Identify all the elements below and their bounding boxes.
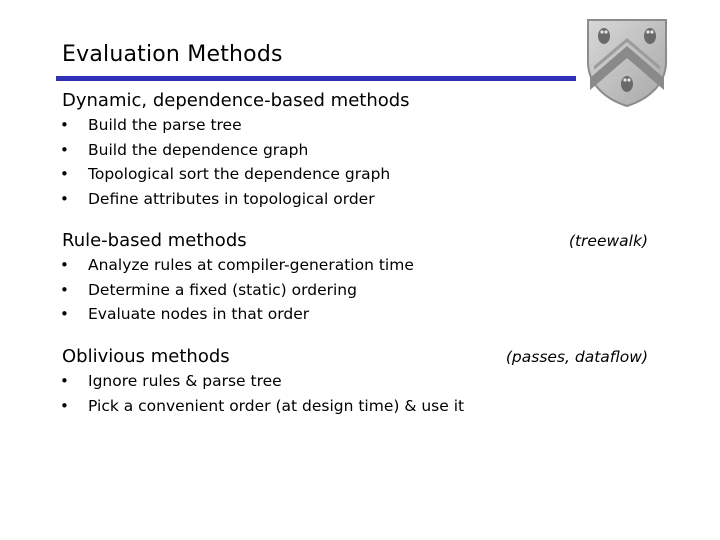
section-dynamic bbox=[62, 89, 410, 211]
bullet-icon: • bbox=[60, 165, 69, 183]
bullet-icon: • bbox=[60, 305, 69, 323]
bullet-icon: • bbox=[60, 256, 69, 274]
section-heading: Oblivious methods bbox=[62, 346, 230, 367]
list-item bbox=[62, 369, 464, 394]
shield-crest-icon bbox=[584, 16, 670, 108]
bullet-text: Topological sort the dependence graph bbox=[88, 165, 391, 183]
section-note-passes: (passes, dataflow) bbox=[505, 348, 648, 366]
bullet-icon: • bbox=[60, 372, 69, 390]
bullet-icon: • bbox=[60, 189, 69, 208]
bullet-list bbox=[62, 253, 414, 327]
section-rule-based bbox=[62, 229, 414, 327]
bullet-list bbox=[62, 113, 410, 211]
section-heading: Rule-based methods bbox=[62, 230, 247, 251]
bullet-list bbox=[62, 369, 464, 418]
section-heading: Dynamic, dependence-based methods bbox=[62, 90, 410, 111]
bullet-text: Ignore rules & parse tree bbox=[88, 372, 282, 390]
bullet-icon: • bbox=[60, 280, 69, 299]
bullet-text: Evaluate nodes in that order bbox=[88, 305, 310, 323]
title-underline bbox=[56, 76, 576, 81]
list-item bbox=[62, 394, 464, 419]
list-item bbox=[62, 138, 410, 163]
list-item bbox=[62, 113, 410, 138]
bullet-text: Determine a fixed (static) ordering bbox=[88, 280, 357, 299]
bullet-icon: • bbox=[60, 396, 69, 415]
section-oblivious bbox=[62, 345, 464, 418]
bullet-icon: • bbox=[60, 116, 69, 134]
bullet-text: Pick a convenient order (at design time) & use it bbox=[88, 396, 465, 415]
slide-title: Evaluation Methods bbox=[62, 42, 283, 67]
list-item bbox=[62, 187, 410, 212]
list-item bbox=[62, 302, 414, 327]
bullet-text: Build the parse tree bbox=[88, 116, 242, 134]
list-item bbox=[62, 162, 410, 187]
bullet-text: Define attributes in topological order bbox=[88, 189, 375, 208]
list-item bbox=[62, 253, 414, 278]
bullet-text: Build the dependence graph bbox=[88, 140, 309, 159]
bullet-icon: • bbox=[60, 140, 69, 159]
list-item bbox=[62, 278, 414, 303]
section-note-treewalk: (treewalk) bbox=[568, 232, 648, 250]
bullet-text: Analyze rules at compiler-generation time bbox=[88, 256, 414, 274]
